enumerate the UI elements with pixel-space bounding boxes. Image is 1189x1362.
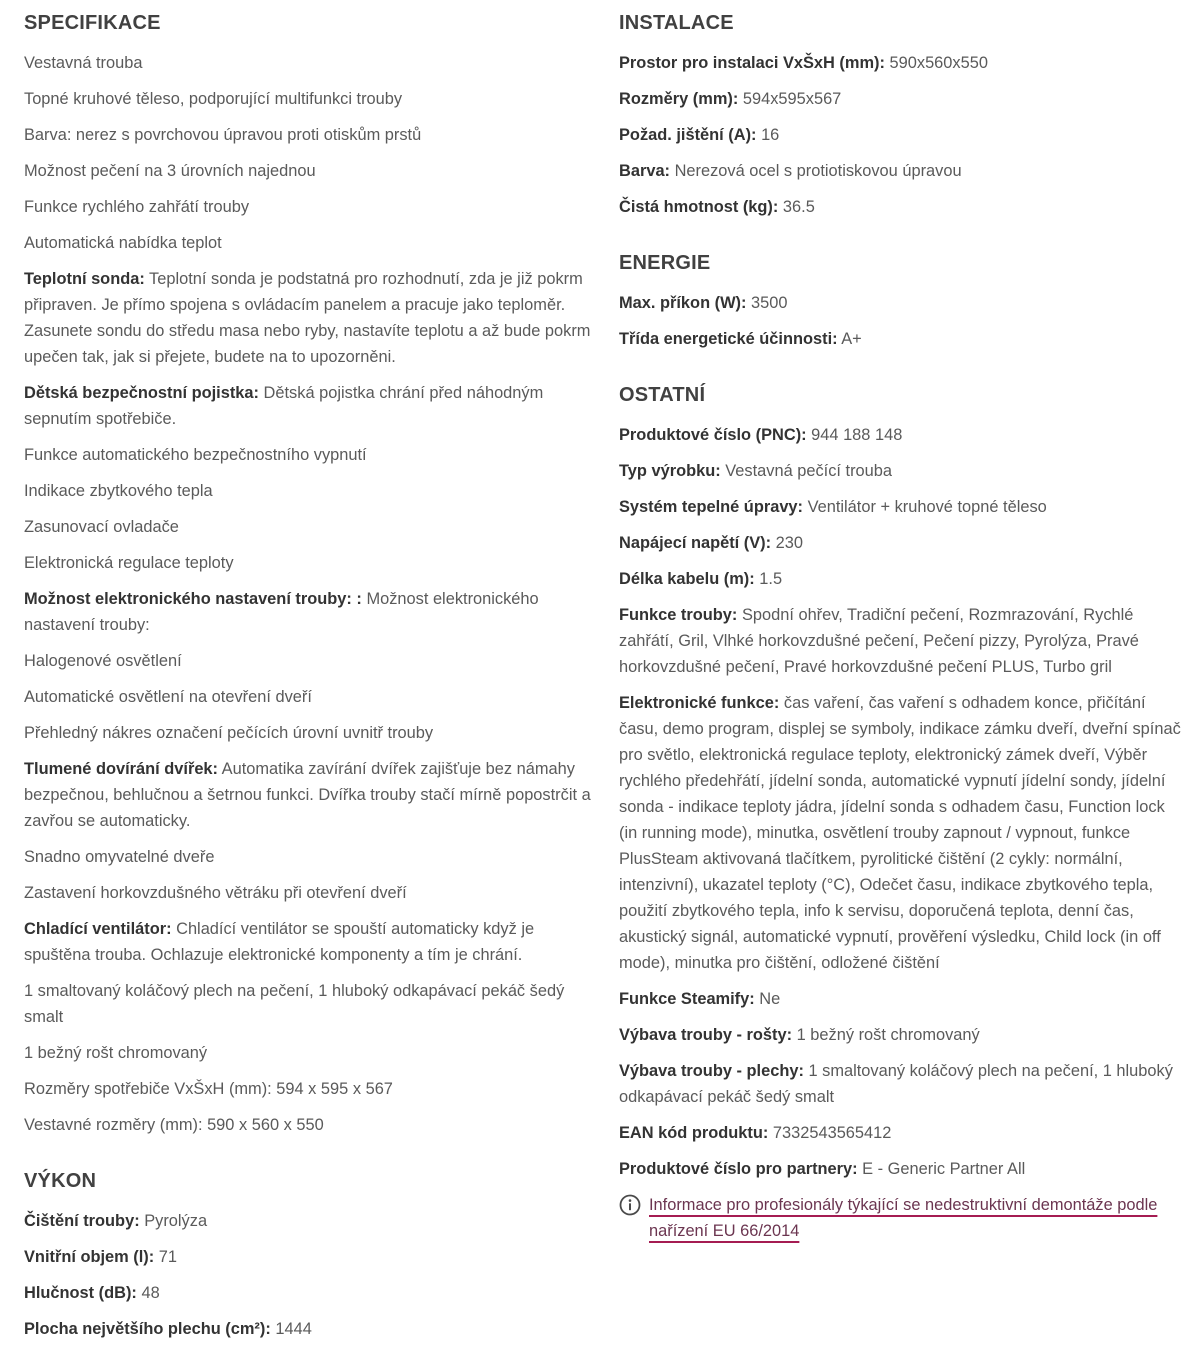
spec-item-label: Vnitřní objem (l): — [24, 1248, 155, 1266]
spec-item-value: 230 — [771, 534, 804, 552]
spec-item — [619, 1120, 1185, 1146]
spec-item — [24, 194, 594, 220]
spec-item — [619, 158, 1185, 184]
spec-item-label: EAN kód produktu: — [619, 1124, 769, 1142]
spec-item — [24, 266, 594, 370]
spec-item-label: Třída energetické účinnosti: — [619, 330, 838, 348]
spec-item-value: 1 bežný rošt chromovaný — [792, 1026, 980, 1044]
spec-item-label: Prostor pro instalaci VxŠxH (mm): — [619, 54, 885, 72]
spec-item-value: 3500 — [746, 294, 788, 312]
spec-item-value: Elektronická regulace teploty — [24, 554, 234, 572]
spec-item-value: Automatické osvětlení na otevření dveří — [24, 688, 312, 706]
spec-item — [24, 648, 594, 674]
right-column — [619, 0, 1185, 1244]
spec-item-label: Rozměry (mm): — [619, 90, 739, 108]
spec-item-value: Topné kruhové těleso, podporující multifunkci trouby — [24, 90, 403, 108]
spec-item-value: Rozměry spotřebiče VxŠxH (mm): 594 x 595 x 567 — [24, 1080, 393, 1098]
spec-list-ostatni — [619, 422, 1185, 1182]
section-title-instalace: INSTALACE — [619, 12, 734, 34]
spec-item-label: Dětská bezpečnostní pojistka: — [24, 384, 259, 402]
section-title-specifikace: SPECIFIKACE — [24, 12, 161, 34]
spec-item-value: Vestavné rozměry (mm): 590 x 560 x 550 — [24, 1116, 324, 1134]
spec-item-label: Produktové číslo (PNC): — [619, 426, 807, 444]
spec-item — [619, 326, 1185, 352]
spec-item — [24, 1316, 594, 1342]
spec-item — [24, 1076, 594, 1102]
spec-list-instalace — [619, 50, 1185, 220]
section-title-ostatni: OSTATNÍ — [619, 384, 706, 406]
spec-item-label: Systém tepelné úpravy: — [619, 498, 804, 516]
spec-item — [24, 756, 594, 834]
spec-item-label: Plocha největšího plechu (cm²): — [24, 1320, 271, 1338]
spec-item-value: Přehledný nákres označení pečících úrovní uvnitř trouby — [24, 724, 434, 742]
spec-item — [24, 550, 594, 576]
spec-item — [24, 1280, 594, 1306]
spec-item-label: Typ výrobku: — [619, 462, 721, 480]
spec-item — [24, 380, 594, 432]
section-title-energie: ENERGIE — [619, 252, 711, 274]
spec-item — [619, 1022, 1185, 1048]
spec-item — [619, 194, 1185, 220]
spec-item-value: Funkce rychlého zahřátí trouby — [24, 198, 250, 216]
spec-item-label: Čistá hmotnost (kg): — [619, 198, 779, 216]
spec-item-value: 1 smaltovaný koláčový plech na pečení, 1 hluboký odkapávací pekáč šedý smalt — [24, 982, 565, 1026]
spec-item — [24, 122, 594, 148]
spec-item-label: Hlučnost (dB): — [24, 1284, 137, 1302]
spec-item — [24, 1208, 594, 1234]
spec-item-value: 16 — [756, 126, 780, 144]
spec-item — [24, 230, 594, 256]
spec-item — [619, 290, 1185, 316]
spec-item-value: 71 — [154, 1248, 178, 1266]
spec-item-value: Indikace zbytkového tepla — [24, 482, 213, 500]
spec-item-label: Max. příkon (W): — [619, 294, 747, 312]
spec-item — [619, 458, 1185, 484]
spec-item — [619, 986, 1185, 1012]
left-column — [24, 0, 594, 1352]
spec-item — [24, 684, 594, 710]
spec-item — [24, 442, 594, 468]
spec-item-value: Automatická nabídka teplot — [24, 234, 222, 252]
spec-item-value: 594x595x567 — [738, 90, 842, 108]
spec-item — [24, 844, 594, 870]
info-circle-icon — [619, 1194, 641, 1216]
spec-item — [24, 86, 594, 112]
spec-list-vykon — [24, 1208, 594, 1342]
spec-item-value: Barva: nerez s povrchovou úpravou proti otiskům prstů — [24, 126, 422, 144]
spec-item — [619, 1058, 1185, 1110]
spec-list-specifikace — [24, 50, 594, 1138]
spec-item — [619, 690, 1185, 976]
section-title-vykon: VÝKON — [24, 1170, 97, 1192]
disassembly-info-link[interactable]: Informace pro profesionály týkající se nedestruktivní demontáže podle nařízení EU 66/2014 — [649, 1196, 1158, 1240]
spec-item — [24, 1244, 594, 1270]
spec-item — [619, 86, 1185, 112]
spec-item-value: Vestavná trouba — [24, 54, 143, 72]
spec-item — [619, 602, 1185, 680]
spec-item-value: Ne — [754, 990, 781, 1008]
spec-item-value: 590x560x550 — [884, 54, 988, 72]
spec-item-label: Teplotní sonda: — [24, 270, 145, 288]
spec-item-value: 944 188 148 — [806, 426, 903, 444]
spec-item-value: 1.5 — [754, 570, 783, 588]
spec-list-energie — [619, 290, 1185, 352]
spec-item — [619, 530, 1185, 556]
spec-item-label: Čištění trouby: — [24, 1212, 140, 1230]
spec-item — [24, 720, 594, 746]
spec-item — [24, 478, 594, 504]
spec-item-value: Funkce automatického bezpečnostního vypnutí — [24, 446, 367, 464]
spec-item — [24, 916, 594, 968]
spec-item-label: Výbava trouby - plechy: — [619, 1062, 804, 1080]
spec-item-value: Halogenové osvětlení — [24, 652, 182, 670]
spec-item-label: Funkce Steamify: — [619, 990, 755, 1008]
spec-item — [24, 978, 594, 1030]
spec-item — [24, 1040, 594, 1066]
spec-item-label: Požad. jištění (A): — [619, 126, 757, 144]
spec-item-label: Elektronické funkce: — [619, 694, 780, 712]
spec-item — [24, 514, 594, 540]
spec-item — [619, 122, 1185, 148]
spec-item-value: Nerezová ocel s protiotiskovou úpravou — [670, 162, 962, 180]
spec-item-label: Tlumené dovírání dvířek: — [24, 760, 219, 778]
spec-item-label: Možnost elektronického nastavení trouby: : — [24, 590, 362, 608]
spec-item — [24, 1112, 594, 1138]
spec-item — [619, 422, 1185, 448]
spec-item-value: E - Generic Partner All — [857, 1160, 1026, 1178]
spec-item — [619, 1156, 1185, 1182]
spec-item-value: Dětská pojistka chrání před náhodným sepnutím spotřebiče. — [24, 384, 544, 428]
spec-item-label: Barva: — [619, 162, 671, 180]
spec-item-value: Pyrolýza — [139, 1212, 208, 1230]
spec-item — [24, 50, 594, 76]
spec-item-label: Délka kabelu (m): — [619, 570, 755, 588]
spec-item-value: Možnost pečení na 3 úrovních najednou — [24, 162, 316, 180]
spec-item-value: Možnost elektronického nastavení trouby: — [24, 590, 539, 634]
spec-item-value: čas vaření, čas vaření s odhadem konce, přičítání času, demo program, displej se symboly, indikace zámku dveří, dveřní spínač pro světlo, elektronická regulace teploty, elektronický zámek dveří, Výběr rychlého předehřátí, jídelní sonda, automatické vypnutí jídelní sondy, jídelní sonda - indikace teploty jádra, jídelní sonda s odhadem času, Function lock (in running mode), minutka, osvětlení trouby zapnout / vypnout, funkce PlusSteam aktivovaná tlačítkem, pyrolitické čištění (2 cykly: normální, intenzivní), ukazatel teploty (°C), Odečet času, indikace zbytkového tepla, použití zbytkového tepla, info k servisu, doporučená teplota, denní čas, akustický signál, automatické vypnutí, prověření výsledku, Child lock (in off mode), minutka pro čištění, odložené čištění — [619, 694, 1181, 972]
spec-item-value: Zastavení horkovzdušného větráku při otevření dveří — [24, 884, 407, 902]
spec-item-label: Funkce trouby: — [619, 606, 738, 624]
spec-item — [24, 880, 594, 906]
spec-item — [24, 586, 594, 638]
spec-item-value: Teplotní sonda je podstatná pro rozhodnutí, zda je již pokrm připraven. Je přímo spojena s ovládacím panelem a pracuje jako teploměr. Zasunete sondu do středu masa nebo ryby, nastavíte teplotu a až bude pokrm upečen tak, jak si přejete, budete na to upozorněni. — [24, 270, 591, 366]
spec-item-value: 1444 — [270, 1320, 312, 1338]
spec-item-value: 7332543565412 — [768, 1124, 892, 1142]
spec-item-label: Chladící ventilátor: — [24, 920, 172, 938]
spec-item-label: Napájecí napětí (V): — [619, 534, 772, 552]
spec-item-value: 1 smaltovaný koláčový plech na pečení, 1 hluboký odkapávací pekáč šedý smalt — [619, 1062, 1173, 1106]
spec-item-value: Automatika zavírání dvířek zajišťuje bez námahy bezpečnou, behlučnou a šetrnou funkci. Dvířka trouby stačí mírně popostrčit a zavřou se automaticky. — [24, 760, 591, 830]
spec-item-value: Zasunovací ovladače — [24, 518, 179, 536]
spec-item — [24, 158, 594, 184]
spec-item-value: Spodní ohřev, Tradiční pečení, Rozmrazování, Rychlé zahřátí, Gril, Vlhké horkovzdušné pečení, Pečení pizzy, Pyrolýza, Pravé horkovzdušné pečení, Pravé horkovzdušné pečení PLUS, Turbo gril — [619, 606, 1139, 676]
spec-item-value: Ventilátor + kruhové topné těleso — [803, 498, 1047, 516]
spec-item-value: 48 — [136, 1284, 160, 1302]
spec-item-value: A+ — [837, 330, 862, 348]
spec-item — [619, 50, 1185, 76]
spec-item-label: Výbava trouby - rošty: — [619, 1026, 793, 1044]
spec-item-value: Snadno omyvatelné dveře — [24, 848, 215, 866]
spec-item-value: 36.5 — [778, 198, 815, 216]
spec-item-label: Produktové číslo pro partnery: — [619, 1160, 858, 1178]
spec-item — [619, 494, 1185, 520]
spec-item-value: 1 bežný rošt chromovaný — [24, 1044, 208, 1062]
disassembly-info — [619, 1192, 1185, 1244]
spec-item-value: Vestavná pečící trouba — [720, 462, 893, 480]
spec-item-value: Chladící ventilátor se spouští automaticky když je spuštěna trouba. Ochlazuje elektronické komponenty a tím je chrání. — [24, 920, 535, 964]
spec-item — [619, 566, 1185, 592]
